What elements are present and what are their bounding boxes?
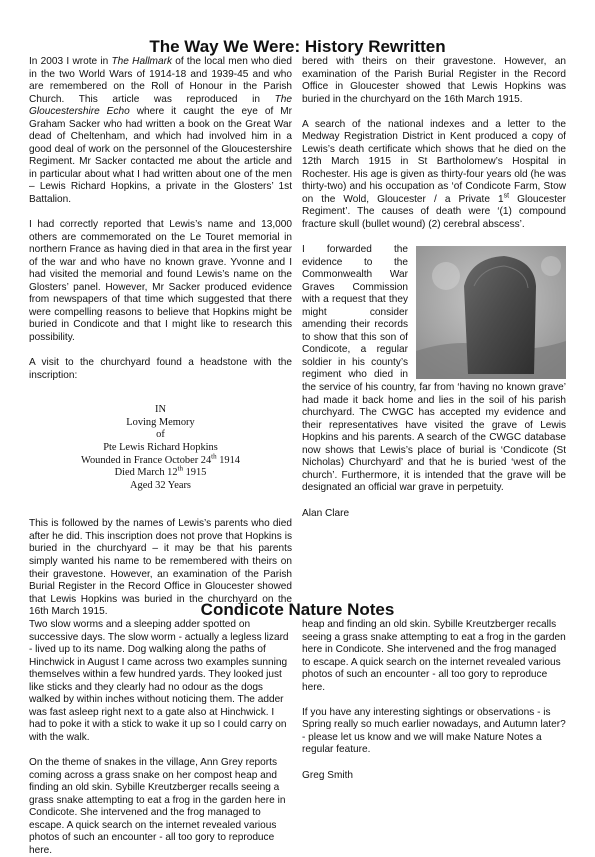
text-run: Wounded in France October 24 [80,454,212,466]
inscription-line: IN [155,404,166,416]
text-run: In 2003 I wrote in [29,56,112,67]
photo-and-text [302,244,566,495]
article-title: The Way We Were: History Rewritten [149,37,446,56]
paragraph [29,56,292,207]
article-column-left [29,619,292,856]
superscript: st [503,192,510,200]
publication-name: The Gloucestershire Echo [29,93,292,118]
paragraph: I forwarded the evidence to the Commonwealth War Graves Commission with a request that they might consider amending their records to show that this son of Condicote, a regular soldier in his county’s regiment who died in the service of his country, far from ‘having no known grave’ had made it back home and lies in the soil of his parish churchyard. The CWGC has accepted my evidence and their representatives have visited the grave of Lewis Hopkins and his parents. A search of the CWGC database now shows that Lewis’s place of burial is ‘Condicote (St Nicholas) Churchyard’ and that he is buried ‘west of the church’. Furthermore, it is intended that the grave will be designated an official war grave in perpetuity. [302,244,566,494]
paragraph: This is followed by the names of Lewis’s parents who died after he did. This inscription does not prove that Hopkins is buried in the churchyard – it may be that his parents simply wanted his name to be remembered with theirs on their gravestone. However, an examination of the Parish Burial Register in the Record Office in Gloucester showed that Lewis Hopkins was buried in the churchyard on the 16th March 1915. [29,518,292,618]
paragraph: I had correctly reported that Lewis’s name and 13,000 others are commemorated on the Le Touret memorial in northern France as having died in that area in the first year of the war and who have no known grave. Yvonne and I had visited the memorial and found Lewis’s name on the Glosters’ panel. However, Mr Sacker produced evidence from newspapers of that time which suggested that there were compelling reasons to believe that Hopkins might be buried in Condicote and that I might like to research this possibility. [29,219,292,344]
paragraph [302,119,566,232]
inscription-line [29,464,292,480]
text-run: of the local men who died in the two World Wars of 1914-18 and 1939-45 and who are remembered on the Roll of Honour in the Parish Church. This article was reproduced in [29,56,292,105]
headstone-photo [416,246,566,379]
superscript: th [211,452,217,461]
spacer [302,495,566,508]
spacer [29,207,292,220]
article-column-right [302,56,566,520]
spacer [302,757,566,770]
paragraph: A visit to the churchyard found a headstone with the inscription: [29,357,292,381]
author: Alan Clare [302,507,350,519]
inscription-line: of [156,429,165,441]
spacer [29,345,292,358]
inscription-line: Pte Lewis Richard Hopkins [103,442,218,453]
inscription-line: Loving Memory [126,416,195,428]
paragraph: Two slow worms and a sleeping adder spotted on successive days. The slow worm - actually a legless lizard - lived up to its name. Dog walking along the paths of Hinchwick in August I came across two examples sunning themselves within a few hundred yards. They looked just like sticks and they clearly had no odour as the dogs walked by within inches without noticing them. The adder was fast asleep right next to a gate also at Hinchwick. I had to poke it with a stick to wake it up so I could carry on with the walk. [29,619,289,743]
article-title: Condicote Nature Notes [200,600,395,619]
inscription-line [29,452,292,468]
text-run: 1914 [216,454,240,466]
spacer [302,231,566,244]
paragraph-continuation: bered with theirs on their gravestone. However, an examination of the Parish Burial Register in the Record Office in Gloucester showed that Lewis Hopkins was buried in the churchyard on the 16th March 1915. [302,56,566,105]
spacer [302,694,566,707]
paragraph: If you have any interesting sightings or observations - is Spring really so much earlier nowadays, and Autumn later? - please let us know and we will make Nature Notes a regular feature. [302,706,566,756]
text-run: Gloucester Regiment’. The causes of death were ‘(1) compound fracture skull (bullet wound) (2) cerebral abscess’. [302,193,566,230]
article-column-right [302,619,566,782]
superscript: th [177,464,183,473]
inscription-line: Aged 32 Years [130,479,191,491]
paragraph: On the theme of snakes in the village, Ann Grey reports coming across a grass snake on her compost heap and finding an old skin. Sybille Kreutzberger recalls seeing a grass snake attempting to eat a frog in the garden here in Condicote. She intervened and the frog managed to escape. A quick search on the internet revealed various photos of such an encounter - all too gory to reproduce here. [29,757,286,856]
text-run: Died March 12 [114,467,178,479]
author: Greg Smith [302,769,354,781]
paragraph-continuation: heap and finding an old skin. Sybille Kreutzberger recalls seeing a grass snake attempting to eat a frog in the garden here in Condicote. She intervened and the frog managed to escape. A quick search on the internet revealed various photos of such an encounter - all too gory to reproduce here. [302,619,566,693]
spacer [29,744,292,757]
publication-name: The Hallmark [111,56,172,67]
text-run: A search of the national indexes and a letter to the Medway Registration District in Kent produced a copy of Lewis’s death certificate which shows that he died on the 12th March 1915 in St Bartholomew’s Hospital in Rochester. His age is given as thirty-four years old (he was thirty-two) and his occupation as ‘of Condicote Farm, Stow on the Wold, Gloucester / a Private 1 [302,118,566,205]
article-column-left [29,56,293,618]
headstone-inscription [29,404,292,492]
text-run: 1915 [182,467,207,479]
spacer [302,106,566,119]
text-run: where it caught the eye of Mr Graham Sacker who had written a book on the Great War dead of Cheltenham, and which had involved him in a good deal of work on the personnel of the Gloucestershire Regiment. Mr Sacker contacted me about the article and in particular about what I had written about one of the men – Lewis Richard Hopkins, a private in the Glosters’ 1st Battalion. [29,106,293,206]
